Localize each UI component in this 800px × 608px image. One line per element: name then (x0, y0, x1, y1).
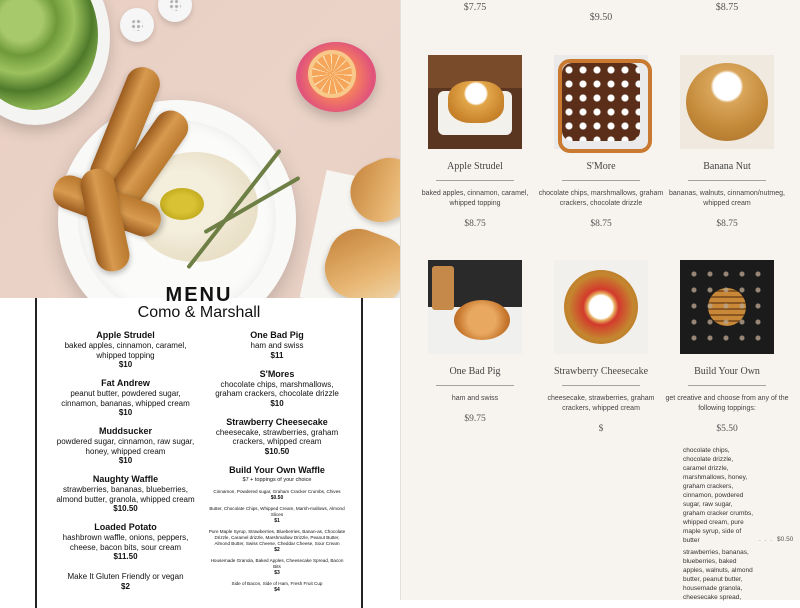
menu-item-name: Loaded Potato (94, 522, 157, 532)
menu-item (53, 378, 198, 418)
menu-card-price: $8.75 (590, 219, 612, 229)
byo-base-price: $7 + toppings of your choice (242, 476, 312, 483)
menu-item-price: $10 (118, 408, 133, 417)
menu-item (53, 330, 198, 370)
menu-card-smore[interactable] (536, 55, 666, 229)
menu-item (207, 369, 347, 409)
apple-strudel-photo[interactable] (428, 55, 522, 149)
topping-group (207, 489, 347, 501)
menu-item-desc: ham and swiss (250, 341, 304, 350)
smore-waffle-photo[interactable] (554, 55, 648, 149)
menu-item-name: Naughty Waffle (92, 474, 159, 484)
hero-food-photo (0, 0, 400, 298)
toppings-list: strawberries, bananas, blueberries, baked apples, walnuts, almond butter, peanut butter, housemade granola, cheesecake spread, (683, 549, 753, 601)
divider (562, 385, 640, 386)
topping-group-desc: Pure Maple Syrup, Strawberries, Blueberries, Banan-as, Chocolate Drizzle, Caramel drizzle, Marshmallow Drizzle, Peanut Butter, Almond Butter, Swiss Cheese, Cheddar Cheese, Sour Cream (208, 528, 346, 546)
topping-group (207, 529, 347, 553)
item-price: $8.75 (715, 2, 739, 13)
menu-card-price: $ (598, 424, 604, 434)
leader-dots: . . . (759, 536, 774, 543)
toppings-price (759, 536, 793, 543)
topping-group-price: $1 (274, 517, 280, 524)
menu-card-build-your-own[interactable] (662, 260, 792, 434)
item-price: $7.75 (463, 2, 487, 13)
topping-group-price: $3 (274, 569, 280, 576)
menu-item-desc: strawberries, bananas, blueberries, almond butter, granola, whipped cream (56, 485, 195, 504)
menu-card-price: $8.75 (716, 219, 738, 229)
divider (436, 180, 514, 181)
divider (688, 180, 766, 181)
pepper-shaker-image (158, 0, 192, 22)
build-your-own-waffle-photo[interactable] (680, 260, 774, 354)
menu-item (53, 522, 198, 562)
menu-location: Como & Marshall (137, 304, 261, 321)
menu-item-price: $11.50 (113, 552, 138, 561)
menu-card-title: Build Your Own (694, 366, 760, 377)
menu-card-one-bad-pig[interactable] (410, 260, 540, 424)
menu-card-price: $8.75 (464, 219, 486, 229)
menu-left-column (53, 330, 198, 592)
menu-item-price: $10.50 (264, 446, 290, 456)
byo-waffle-section (207, 465, 347, 593)
menu-item-price: $10.50 (113, 504, 138, 513)
menu-heading: MENU (165, 284, 233, 306)
banana-nut-waffle-photo[interactable] (680, 55, 774, 149)
menu-card-desc: cheesecake, strawberries, graham crackers, whipped cream (547, 395, 655, 412)
menu-item-name: S'Mores (259, 368, 295, 379)
menu-card-apple-strudel[interactable] (410, 55, 540, 229)
menu-item-name: Apple Strudel (96, 330, 155, 340)
menu-right-column (207, 330, 347, 601)
printed-menu (0, 284, 400, 600)
gluten-friendly-note: Make It Gluten Friendly or vegan (67, 572, 184, 581)
menu-card-strawberry-cheesecake[interactable] (536, 260, 666, 434)
divider (688, 385, 766, 386)
menu-item-name: Fat Andrew (101, 378, 150, 388)
topping-group (207, 581, 347, 593)
menu-item-name: Build Your Own Waffle (229, 464, 325, 475)
divider (562, 180, 640, 181)
menu-card-price: $9.75 (464, 414, 486, 424)
menu-card-title: Strawberry Cheesecake (553, 366, 649, 377)
item-price: $9.50 (589, 12, 613, 23)
menu-item-desc: peanut butter, powdered sugar, cinnamon, bananas, whipped cream (61, 389, 190, 408)
menu-card-desc: chocolate chips, marshmallows, graham crackers, chocolate drizzle (538, 190, 664, 207)
menu-item-price: $10 (270, 398, 284, 408)
topping-group-price: $4 (274, 586, 280, 593)
menu-item-name: Muddsucker (98, 426, 152, 436)
topping-group-desc: Side of Bacon, Side of Ham, Fresh Fruit Cup (231, 580, 323, 586)
salt-shaker-image (120, 8, 154, 42)
menu-item (207, 330, 347, 361)
menu-item (207, 417, 347, 457)
menu-item-desc: cheesecake, strawberries, graham crackers, whipped cream (215, 427, 339, 446)
topping-group-desc: Housemade Granola, Baked Apples, Cheesecake Spread, Bacon Bits (210, 557, 344, 569)
topping-group-desc: Cinnamon, Powdered sugar, Graham Cracker Crumbs, Chives (213, 488, 341, 494)
menu-item (53, 426, 198, 466)
menu-item-desc: baked apples, cinnamon, caramel, whipped topping (64, 341, 187, 360)
grapefruit-slice-image (308, 50, 356, 98)
strawberry-cheesecake-waffle-photo[interactable] (554, 260, 648, 354)
one-bad-pig-photo[interactable] (428, 260, 522, 354)
menu-item-desc: powdered sugar, cinnamon, raw sugar, honey, whipped cream (56, 437, 195, 456)
topping-group-price: $0.50 (270, 494, 284, 501)
menu-card-desc: ham and swiss (451, 395, 499, 402)
gluten-friendly-price: $2 (121, 582, 130, 591)
toppings-price-value: $0.50 (777, 536, 794, 543)
menu-item (53, 474, 198, 514)
topping-group (207, 558, 347, 576)
menu-item-desc: chocolate chips, marshmallows, graham crackers, chocolate drizzle (215, 379, 339, 398)
olive-oil-image (160, 188, 204, 220)
menu-item-price: $10 (118, 456, 133, 465)
menu-item-desc: hashbrown waffle, onions, peppers, cheese, bacon bits, sour cream (62, 533, 189, 552)
menu-card-title: Apple Strudel (447, 161, 503, 172)
menu-card-desc: bananas, walnuts, cinnamon/nutmeg, whipped cream (669, 190, 785, 207)
topping-group-price: $2 (274, 546, 280, 553)
menu-item-name: Strawberry Cheesecake (226, 416, 328, 427)
menu-item-name: One Bad Pig (250, 330, 304, 340)
menu-item-price: $10 (118, 360, 133, 369)
menu-item-price: $11 (270, 350, 284, 360)
topping-group (207, 506, 347, 524)
menu-card-title: One Bad Pig (449, 366, 501, 377)
menu-card-desc: baked apples, cinnamon, caramel, whipped topping (421, 190, 529, 207)
toppings-list: chocolate chips, chocolate drizzle, caramel drizzle, marshmallows, honey, graham crackers, cinnamon, powdered sugar, raw sugar, graham cracker crumbs, whipped cream, pure maple syrup, side of butter (683, 447, 754, 544)
divider (436, 385, 514, 386)
menu-card-title: Banana Nut (703, 161, 751, 172)
menu-card-title: S'More (586, 161, 616, 172)
web-menu-panel (400, 0, 800, 600)
menu-card-desc: get creative and choose from any of the following toppings: (665, 395, 789, 412)
menu-card-banana-nut[interactable] (662, 55, 792, 229)
topping-group-desc: Butter, Chocolate Chips, Whipped Cream, Marsh-mallows, Almond Slices (209, 505, 345, 517)
menu-card-price: $5.50 (716, 424, 738, 434)
